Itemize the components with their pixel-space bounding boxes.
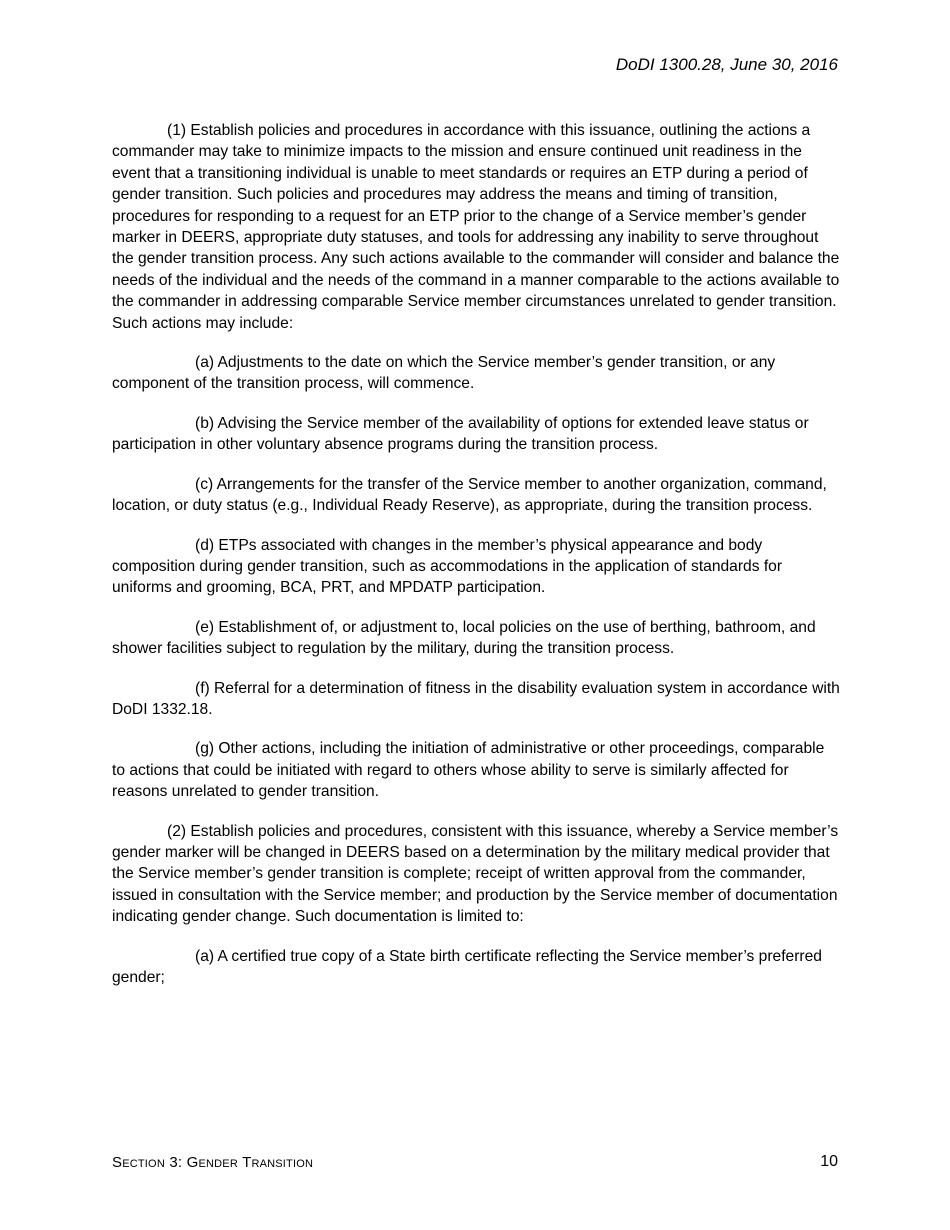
paragraph-2a: (a) A certified true copy of a State birth certificate reflecting the Service member’s preferred gender;	[112, 947, 822, 986]
paragraph-1: (1) Establish policies and procedures in accordance with this issuance, outlining the actions a commander may take to minimize impacts to the mission and ensure continued unit readiness in the event that a transitioning individual is unable to meet standards or requires an ETP during a period of gender transition. Such policies and procedures may address the means and timing of transition, procedures for responding to a request for an ETP prior to the change of a Service member’s gender marker in DEERS, appropriate duty statuses, and tools for addressing any inability to serve throughout the gender transition process. Any such actions available to the commander will consider and balance the needs of the individual and the needs of the command in a manner comparable to the actions available to the commander in addressing comparable Service member circumstances unrelated to gender transition. Such actions may include:	[112, 122, 840, 332]
paragraph-1b: (b) Advising the Service member of the availability of options for extended leave status or participation in other voluntary absence programs during the transition process.	[112, 414, 809, 454]
paragraph-1a: (a) Adjustments to the date on which the Service member’s gender transition, or any component of the transition process, will commence.	[112, 354, 776, 393]
paragraph-1g: (g) Other actions, including the initiation of administrative or other proceedings, comparable to actions that could be initiated with regard to others whose ability to serve is similarly affected for reasons unrelated to gender transition.	[112, 740, 825, 801]
page-number: 10	[820, 1153, 838, 1170]
paragraph-1d: (d) ETPs associated with changes in the member’s physical appearance and body composition during gender transition, such as accommodations in the application of standards for uniforms and grooming, BCA, PRT, and MPDATP participation.	[112, 536, 783, 597]
document-reference-header: DoDI 1300.28, June 30, 2016	[615, 55, 838, 74]
document-body	[112, 120, 840, 1006]
paragraph-2: (2) Establish policies and procedures, consistent with this issuance, whereby a Service member’s gender marker will be changed in DEERS based on a determination by the military medical provider that the Service member’s gender transition is complete; receipt of written approval from the commander, issued in consultation with the Service member; and production by the Service member of documentation indicating gender change. Such documentation is limited to:	[112, 822, 839, 926]
paragraph-1e: (e) Establishment of, or adjustment to, local policies on the use of berthing, bathroom, and shower facilities subject to regulation by the military, during the transition process.	[112, 618, 816, 658]
paragraph-1c: (c) Arrangements for the transfer of the Service member to another organization, command, location, or duty status (e.g., Individual Ready Reserve), as appropriate, during the transition process.	[112, 475, 827, 515]
footer-section-title: Section 3: Gender Transition	[112, 1154, 314, 1171]
paragraph-1f: (f) Referral for a determination of fitness in the disability evaluation system in accordance with DoDI 1332.18.	[112, 679, 840, 718]
